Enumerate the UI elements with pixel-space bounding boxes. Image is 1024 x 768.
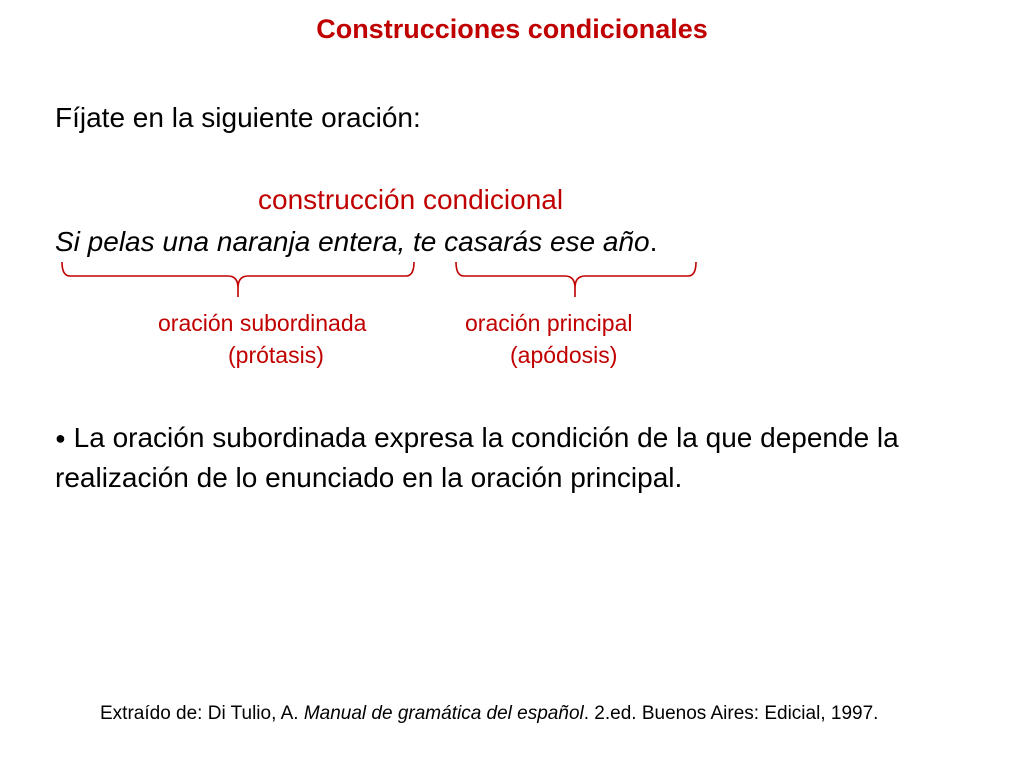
- main-clause-text: te casarás ese año: [413, 226, 650, 257]
- explanation-bullet: [55, 418, 995, 497]
- intro-text: Fíjate en la siguiente oración:: [55, 102, 421, 133]
- sentence-period: .: [649, 226, 658, 257]
- subordinate-brace: [62, 262, 414, 297]
- subordinate-clause-label: oración subordinada: [158, 310, 367, 336]
- example-sentence: [55, 226, 657, 258]
- apodosis-term: (apódosis): [510, 342, 618, 368]
- conditional-construction-label: construcción condicional: [258, 184, 564, 215]
- clause-space: [405, 226, 413, 257]
- source-citation: [100, 703, 878, 725]
- source-suffix: . 2.ed. Buenos Aires: Edicial, 1997.: [583, 703, 879, 724]
- bullet-text: La oración subordinada expresa la condición de la que depende la realización de lo enunciado en la oración principal.: [55, 422, 899, 493]
- slide-title: Construcciones condicionales: [316, 14, 708, 44]
- source-book-title: Manual de gramática del español: [303, 703, 584, 724]
- main-clause-label: oración principal: [465, 310, 633, 336]
- subordinate-clause-text: Si pelas una naranja entera,: [55, 226, 406, 257]
- source-prefix: Extraído de: Di Tulio, A.: [100, 703, 304, 724]
- protasis-term: (prótasis): [228, 342, 324, 368]
- bullet-icon: ●: [55, 428, 66, 448]
- main-brace: [456, 262, 696, 297]
